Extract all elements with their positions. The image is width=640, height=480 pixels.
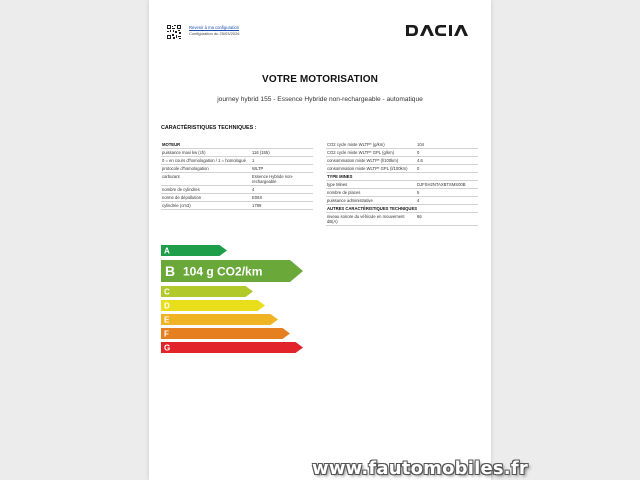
engine-subtitle: journey hybrid 155 - Essence Hybride non-rechargeable - automatique <box>217 96 423 103</box>
energy-class-letter: D <box>164 301 170 311</box>
table-row <box>161 165 313 173</box>
table-group-header <box>326 173 478 181</box>
spec-value: 1789 <box>252 203 262 208</box>
specs-table-left <box>161 141 313 210</box>
energy-class-letter: F <box>164 329 169 339</box>
table-row <box>161 149 313 157</box>
table-row <box>161 157 313 165</box>
spec-label: norme de dépollution <box>162 195 202 200</box>
table-row <box>326 157 478 165</box>
group-title: MOTEUR <box>162 142 181 147</box>
section-title: CARACTÉRISTIQUES TECHNIQUES : <box>161 125 257 131</box>
spec-value: E06X <box>252 195 263 200</box>
spec-value: WLTP <box>252 166 264 171</box>
table-group-header <box>161 141 313 149</box>
table-row <box>326 197 478 205</box>
spec-label: puissance administrative <box>327 198 373 203</box>
table-row <box>326 181 478 189</box>
document-page <box>149 0 491 480</box>
table-row <box>326 165 478 173</box>
table-row <box>326 141 478 149</box>
table-row <box>326 149 478 157</box>
site-watermark: www.fautomobiles.fr <box>312 458 528 479</box>
spec-value: 66 <box>417 214 422 219</box>
energy-class-arrow-e <box>161 314 278 325</box>
energy-class-arrow-f <box>161 328 290 339</box>
spec-label: cylindrée (cm3) <box>162 203 191 208</box>
qr-code-icon <box>167 25 181 39</box>
spec-value: 4 <box>417 198 420 203</box>
energy-class-letter: B <box>165 263 176 279</box>
energy-class-letter: E <box>164 315 170 325</box>
spec-label: niveau sonore du véhicule en mouvement dB(A) <box>327 214 405 224</box>
spec-label: nombre de places <box>327 190 361 195</box>
table-row <box>161 202 313 210</box>
spec-value: 0 <box>417 166 420 171</box>
spec-label: protocole d'homologation <box>162 166 209 171</box>
spec-value: 104 <box>417 142 424 147</box>
spec-value: Essence Hybride non-rechargeable <box>252 174 294 184</box>
spec-value: DJFSH2NTAXBTSMS00B <box>417 182 466 187</box>
spec-label: consommation mixte WLTP* GPL (l/100km) <box>327 166 408 171</box>
group-title: TYPE MINES <box>327 174 353 179</box>
spec-value: 116 (155) <box>252 150 270 155</box>
dacia-logo <box>406 25 469 36</box>
spec-label: CO2 cycle mixte WLTP* (g/km) <box>327 142 385 147</box>
page-title: VOTRE MOTORISATION <box>262 74 378 85</box>
group-title: AUTRES CARACTÉRISTIQUES TECHNIQUES <box>327 206 418 211</box>
table-row <box>161 194 313 202</box>
co2-emission-value: 104 g CO2/km <box>183 264 263 279</box>
spec-label: 0 = en cours d'homologation / 1 = homologué <box>162 158 246 163</box>
table-row <box>326 189 478 197</box>
back-to-configuration-link[interactable]: Revenir à ma configuration <box>189 25 240 30</box>
spec-label: carburant <box>162 174 180 179</box>
spec-label: nombre de cylindres <box>162 187 200 192</box>
spec-label: type Mines <box>327 182 348 187</box>
spec-label: CO2 cycle mixte WLTP* GPL (g/km) <box>327 150 395 155</box>
energy-class-arrow-g <box>161 342 303 353</box>
spec-value: 1 <box>252 158 255 163</box>
energy-class-letter: C <box>164 287 170 297</box>
spec-value: 4.6 <box>417 158 423 163</box>
energy-class-letter: G <box>164 343 171 353</box>
configuration-date: Configuration du 25/03/2026 <box>189 31 240 36</box>
table-group-header <box>326 205 478 213</box>
energy-class-letter: A <box>164 246 170 256</box>
energy-class-arrow-c <box>161 286 253 297</box>
spec-label: puissance maxi kw (ch) <box>162 150 206 155</box>
spec-label: consommation mixte WLTP* (l/100km) <box>327 158 399 163</box>
spec-value: 0 <box>417 150 420 155</box>
spec-value: 4 <box>252 187 255 192</box>
energy-label-chart <box>161 245 321 357</box>
table-row <box>161 173 313 186</box>
table-row <box>161 186 313 194</box>
table-row <box>326 213 478 226</box>
energy-class-arrow-a <box>161 245 227 256</box>
energy-class-arrow-d <box>161 300 265 311</box>
specs-table-right <box>326 141 478 226</box>
spec-value: 5 <box>417 190 420 195</box>
